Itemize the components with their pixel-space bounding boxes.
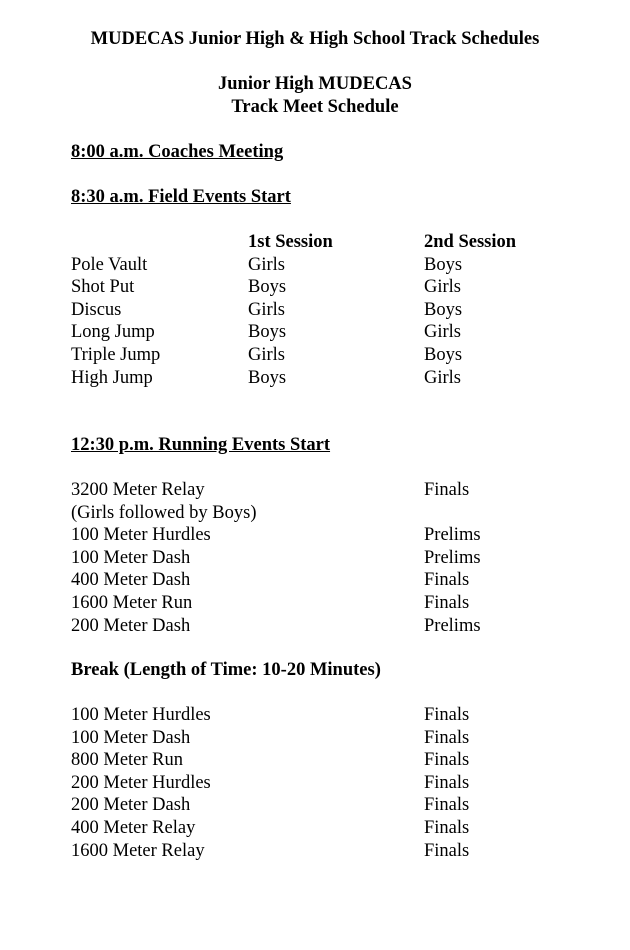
event-name: High Jump [71,367,153,388]
event-name: 100 Meter Hurdles [71,705,211,725]
event-name: Triple Jump [71,344,161,365]
session1-value: Boys [248,277,287,298]
event-name: 400 Meter Dash [71,570,191,591]
event-name: 200 Meter Dash [71,795,191,816]
table-row [71,502,611,525]
round-value: Prelims [424,525,481,546]
table-row [71,276,611,299]
field-events-heading: 8:30 a.m. Field Events Start [71,187,291,207]
table-row [71,704,611,727]
table-row [71,817,611,840]
table-row [71,749,611,772]
event-note: (Girls followed by Boys) [71,502,257,523]
schedule-subtitle [0,73,630,118]
after-break-table [71,704,611,862]
table-row [71,569,611,592]
session2-value: Boys [424,344,463,365]
table-row [71,299,611,322]
running-events-table [71,479,611,637]
table-row [71,254,611,277]
round-value: Finals [424,817,470,838]
event-name: 100 Meter Dash [71,547,191,568]
table-row [71,794,611,817]
round-value: Finals [424,795,470,816]
event-name: 200 Meter Hurdles [71,772,211,793]
event-name: Shot Put [71,277,135,298]
round-value: Finals [424,592,470,613]
table-row [71,367,611,390]
round-value: Finals [424,480,470,500]
table-row [71,547,611,570]
event-name: 400 Meter Relay [71,817,196,838]
session1-value: Boys [248,367,287,388]
field-events-header-row [71,231,611,254]
event-name: 100 Meter Hurdles [71,525,211,546]
table-row [71,727,611,750]
session2-value: Girls [424,322,461,343]
table-row [71,592,611,615]
round-value: Prelims [424,547,481,568]
round-value: Finals [424,772,470,793]
break-heading: Break (Length of Time: 10-20 Minutes) [71,660,381,680]
table-row [71,772,611,795]
session2-value: Boys [424,254,463,275]
round-value: Finals [424,840,470,861]
coaches-meeting-heading: 8:00 a.m. Coaches Meeting [71,142,284,162]
session1-value: Boys [248,322,287,343]
table-row [71,479,611,502]
session1-value: Girls [248,254,285,275]
session1-value: Girls [248,299,285,320]
round-value: Finals [424,570,470,591]
round-value: Finals [424,727,470,748]
col-header-2nd-session: 2nd Session [424,232,517,252]
field-events-table [71,231,611,389]
session1-value: Girls [248,344,285,365]
subtitle-line-2: Track Meet Schedule [231,96,399,117]
event-name: 200 Meter Dash [71,615,191,636]
document-title: MUDECAS Junior High & High School Track Schedules [90,29,540,49]
round-value: Prelims [424,615,481,636]
session2-value: Boys [424,299,463,320]
event-name: Discus [71,299,122,320]
round-value: Finals [424,705,470,725]
event-name: 1600 Meter Run [71,592,193,613]
table-row [71,615,611,638]
event-name: 3200 Meter Relay [71,480,205,500]
session2-value: Girls [424,277,461,298]
table-row [71,840,611,863]
round-value: Finals [424,750,470,771]
event-name: Long Jump [71,322,155,343]
event-name: Pole Vault [71,254,148,275]
table-row [71,524,611,547]
col-header-1st-session: 1st Session [248,232,333,252]
session2-value: Girls [424,367,461,388]
event-name: 800 Meter Run [71,750,184,771]
table-row [71,344,611,367]
subtitle-line-1: Junior High MUDECAS [218,74,412,94]
event-name: 1600 Meter Relay [71,840,205,861]
running-events-heading: 12:30 p.m. Running Events Start [71,435,331,455]
event-name: 100 Meter Dash [71,727,191,748]
table-row [71,321,611,344]
